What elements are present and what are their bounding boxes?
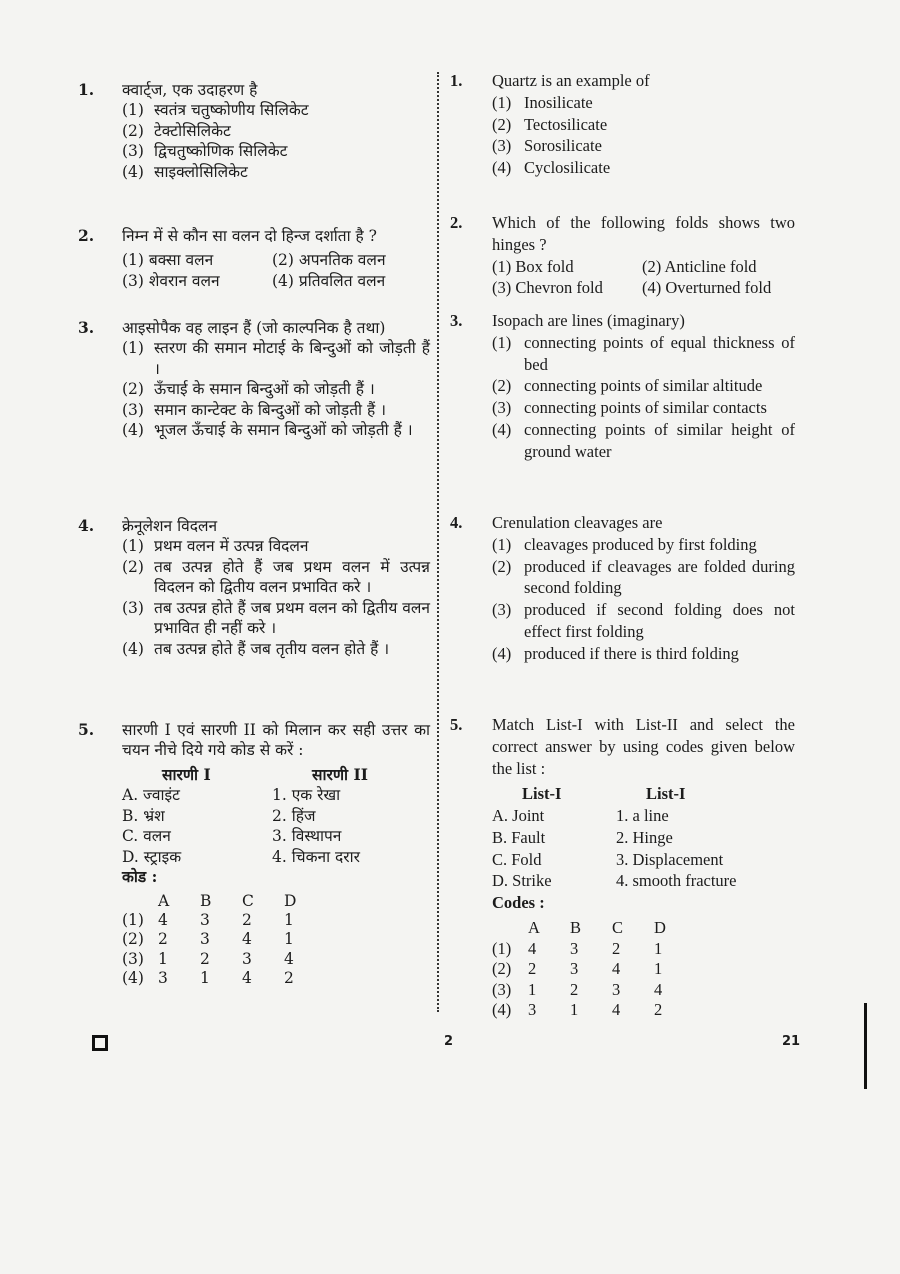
codes-cell: 1 xyxy=(158,949,168,968)
option-number: (2) xyxy=(492,556,512,576)
option-2 xyxy=(492,114,795,136)
option-3: (3) Chevron fold xyxy=(492,278,603,298)
option-number: (1) xyxy=(122,537,144,556)
codes-row xyxy=(492,959,696,980)
option-2 xyxy=(122,557,430,598)
codes-option-label xyxy=(492,918,528,939)
codes-table xyxy=(122,892,430,989)
option-list xyxy=(492,92,795,179)
codes-cell: D xyxy=(654,917,666,937)
option-number: (1) xyxy=(122,101,144,120)
codes-cell: 2 xyxy=(570,979,579,999)
codes-cell: 3 xyxy=(570,959,579,979)
option-3 xyxy=(492,135,795,157)
option-1 xyxy=(122,338,430,379)
option-1 xyxy=(122,536,430,556)
list-1-item: D. स्ट्राइक xyxy=(122,847,182,866)
codes-cell: 3 xyxy=(528,1000,537,1020)
codes-cell: 4 xyxy=(284,949,294,968)
codes-cell: D xyxy=(284,891,297,910)
option-text: connecting points of similar contacts xyxy=(524,398,767,418)
option-text: समान कान्टेक्ट के बिन्दुओं को जोड़ती हैं । xyxy=(154,400,387,419)
option-list xyxy=(122,338,430,440)
codes-cell: 1 xyxy=(284,930,294,949)
question-text: सारणी I एवं सारणी II को मिलान कर सही उत्तर का चयन नीचे दिये गये कोड से करें : xyxy=(122,721,430,760)
option-list xyxy=(122,536,430,659)
codes-cell: C xyxy=(612,917,624,937)
option-text: टेक्टोसिलिकेट xyxy=(154,121,231,140)
codes-table xyxy=(492,918,795,1021)
option-text: स्तरण की समान मोटाई के बिन्दुओं को जोड़ती हैं । xyxy=(154,339,430,378)
option-text: तब उत्पन्न होते हैं जब प्रथम वलन को द्वितीय वलन प्रभावित ही नहीं करे । xyxy=(154,598,430,638)
match-row xyxy=(122,826,430,846)
match-row xyxy=(122,785,430,805)
question-number: 5. xyxy=(78,720,95,739)
match-table xyxy=(122,785,430,867)
list-1-item: D. Strike xyxy=(492,871,552,891)
option-3 xyxy=(122,598,430,639)
option-text: भूजल ऊँचाई के समान बिन्दुओं को जोड़ती हैं । xyxy=(154,421,413,440)
codes-grid xyxy=(492,918,696,1021)
option-text: produced if there is third folding xyxy=(524,643,739,663)
option-4 xyxy=(492,419,795,463)
question-text: क्रेनूलेशन विदलन xyxy=(122,517,218,535)
match-row xyxy=(492,805,795,827)
option-text: तब उत्पन्न होते हैं जब तृतीय वलन होते हैं । xyxy=(154,639,390,658)
list-2-item: 4. smooth fracture xyxy=(616,871,737,891)
option-text: द्विचतुष्कोणिक सिलिकेट xyxy=(154,142,288,161)
question-number: 2. xyxy=(78,226,95,245)
list-2-item: 3. Displacement xyxy=(616,849,724,869)
match-row xyxy=(492,827,795,849)
codes-option-label: (1) xyxy=(492,938,512,958)
codes-cell: B xyxy=(200,891,212,910)
option-number: (2) xyxy=(492,376,512,396)
codes-cell: 1 xyxy=(528,979,537,999)
codes-cell: 4 xyxy=(612,959,621,979)
codes-cell: 2 xyxy=(654,1000,663,1020)
question-text: आइसोपैक वह लाइन हैं (जो काल्पनिक है तथा) xyxy=(122,319,386,337)
codes-cell: 4 xyxy=(242,969,252,988)
codes-option-label: (2) xyxy=(122,930,144,949)
list-1-item: A. Joint xyxy=(492,806,545,826)
option-4: (4) Overturned fold xyxy=(642,278,772,298)
question-text: Match List-I with List-II and select the correct answer by using codes given below the list : xyxy=(492,715,795,778)
match-row xyxy=(122,806,430,826)
question-text: Quartz is an example of xyxy=(492,71,650,90)
list-1-header: सारणी I xyxy=(162,764,211,784)
question-number: 1. xyxy=(450,71,463,90)
option-text: साइक्लोसिलिकेट xyxy=(154,162,248,181)
option-4 xyxy=(122,639,430,659)
question-number: 2. xyxy=(450,213,463,232)
codes-header-row xyxy=(492,918,696,939)
codes-option-label: (4) xyxy=(492,1000,512,1020)
codes-cell: 2 xyxy=(200,949,210,968)
list-2-item: 1. a line xyxy=(616,806,669,826)
option-number: (4) xyxy=(122,421,144,440)
option-1 xyxy=(122,100,430,120)
option-text: connecting points of similar height of ground water xyxy=(524,419,795,461)
question-number: 4. xyxy=(450,513,463,532)
match-row xyxy=(492,870,795,892)
option-2 xyxy=(492,375,795,397)
codes-cell: 1 xyxy=(654,959,663,979)
codes-cell: 1 xyxy=(284,911,294,929)
option-number: (4) xyxy=(492,643,512,663)
option-2 xyxy=(492,556,795,600)
option-number: (1) xyxy=(492,92,512,112)
option-text: connecting points of equal thickness of bed xyxy=(524,332,795,374)
option-3: (3) शेवरान वलन xyxy=(122,271,220,290)
codes-cell: 3 xyxy=(242,949,252,968)
codes-option-label xyxy=(122,892,158,911)
column-divider xyxy=(437,72,439,1012)
list-1-item: A. ज्वाइंट xyxy=(122,786,180,805)
option-text: ऊँचाई के समान बिन्दुओं को जोड़ती हैं । xyxy=(154,380,375,399)
option-text: Sorosilicate xyxy=(524,136,602,156)
codes-cell: 4 xyxy=(528,938,537,958)
option-text: cleavages produced by first folding xyxy=(524,534,757,554)
codes-cell: 4 xyxy=(612,1000,621,1020)
codes-option-label: (4) xyxy=(122,969,144,988)
option-3 xyxy=(492,397,795,419)
question-number: 5. xyxy=(450,715,463,734)
option-number: (3) xyxy=(122,598,144,617)
codes-cell: 4 xyxy=(242,930,252,949)
list-1-item: B. Fault xyxy=(492,827,546,847)
codes-cell: 2 xyxy=(158,930,168,949)
option-number: (4) xyxy=(122,639,144,658)
codes-label: कोड : xyxy=(122,867,158,887)
codes-cell: 3 xyxy=(200,930,210,949)
list-2-item: 4. चिकना दरार xyxy=(272,847,360,866)
list-2-item: 2. Hinge xyxy=(616,827,673,847)
option-3 xyxy=(122,141,430,161)
option-1: (1) Box fold xyxy=(492,256,574,276)
option-number: (4) xyxy=(492,158,512,178)
codes-cell: 1 xyxy=(654,938,663,958)
codes-option-label: (3) xyxy=(492,979,512,999)
list-2-header: List-I xyxy=(646,784,686,804)
codes-grid xyxy=(122,892,326,989)
list-2-item: 1. एक रेखा xyxy=(272,786,341,805)
codes-cell: 2 xyxy=(612,938,621,958)
list-2-item: 3. विस्थापन xyxy=(272,827,342,846)
option-number: (3) xyxy=(492,136,512,156)
question-text: Isopach are lines (imaginary) xyxy=(492,311,685,330)
option-text: produced if cleavages are folded during second folding xyxy=(524,556,795,598)
list-1-item: C. Fold xyxy=(492,849,542,869)
option-1: (1) बक्सा वलन xyxy=(122,251,214,270)
option-number: (1) xyxy=(492,332,512,352)
option-number: (4) xyxy=(492,419,512,439)
match-row xyxy=(122,847,430,867)
margin-bar xyxy=(864,1003,867,1089)
codes-option-label: (3) xyxy=(122,949,144,968)
option-number: (3) xyxy=(492,600,512,620)
option-2 xyxy=(122,379,430,399)
option-2: (2) अपनतिक वलन xyxy=(272,251,386,270)
option-list xyxy=(492,332,795,463)
option-text: प्रथम वलन में उत्पन्न विदलन xyxy=(154,537,309,556)
codes-option-label: (2) xyxy=(492,959,512,979)
codes-cell: 2 xyxy=(242,911,252,929)
page-number-center: 2 xyxy=(444,1034,454,1049)
list-1-item: C. वलन xyxy=(122,827,171,846)
codes-cell: A xyxy=(528,917,540,937)
codes-cell: 3 xyxy=(200,911,210,929)
list-2-item: 2. हिंज xyxy=(272,806,316,825)
option-list xyxy=(122,100,430,182)
codes-cell: 3 xyxy=(570,938,579,958)
option-text: connecting points of similar altitude xyxy=(524,376,763,396)
option-1 xyxy=(492,92,795,114)
codes-cell: B xyxy=(570,917,582,937)
option-text: produced if second folding does not effect first folding xyxy=(524,600,795,641)
match-table xyxy=(492,805,795,892)
option-number: (4) xyxy=(122,162,144,181)
codes-cell: 1 xyxy=(200,969,210,988)
question-number: 3. xyxy=(78,318,95,337)
codes-label: Codes : xyxy=(492,893,545,913)
codes-row xyxy=(492,980,696,1001)
option-number: (3) xyxy=(492,398,512,418)
codes-cell: 2 xyxy=(528,959,537,979)
codes-cell: 3 xyxy=(158,969,168,988)
option-number: (1) xyxy=(122,339,144,358)
option-number: (1) xyxy=(492,534,512,554)
codes-row xyxy=(492,939,696,960)
codes-row xyxy=(122,911,326,930)
match-row xyxy=(492,849,795,871)
codes-row xyxy=(492,1000,696,1021)
option-4: (4) प्रतिवलित वलन xyxy=(272,271,386,290)
option-text: तब उत्पन्न होते हैं जब प्रथम वलन में उत्पन्न विदलन को द्वितीय वलन प्रभावित करे । xyxy=(154,557,430,597)
option-1 xyxy=(492,332,795,376)
option-3 xyxy=(122,400,430,420)
option-text: स्वतंत्र चतुष्कोणीय सिलिकेट xyxy=(154,101,309,120)
option-text: Cyclosilicate xyxy=(524,158,611,178)
option-text: Inosilicate xyxy=(524,92,593,112)
codes-cell: A xyxy=(158,891,170,910)
option-list xyxy=(492,534,795,665)
list-1-header: List-I xyxy=(522,784,562,804)
list-2-header: सारणी II xyxy=(312,764,368,784)
codes-row xyxy=(122,930,326,949)
option-number: (3) xyxy=(122,400,144,419)
option-number: (2) xyxy=(122,380,144,399)
question-text: Crenulation cleavages are xyxy=(492,513,663,532)
question-text: क्वार्ट्ज, एक उदाहरण है xyxy=(122,81,258,99)
codes-cell: 2 xyxy=(284,969,294,988)
option-2 xyxy=(122,121,430,141)
codes-row xyxy=(122,950,326,969)
codes-cell: C xyxy=(242,891,254,910)
option-4 xyxy=(492,157,795,179)
option-4 xyxy=(122,420,430,440)
option-1 xyxy=(492,534,795,556)
square-marker-icon xyxy=(92,1035,108,1051)
option-text: Tectosilicate xyxy=(524,114,608,134)
question-number: 3. xyxy=(450,311,463,330)
question-number: 4. xyxy=(78,516,95,535)
codes-cell: 3 xyxy=(612,979,621,999)
option-3 xyxy=(492,599,795,643)
codes-cell: 4 xyxy=(158,911,168,929)
option-number: (2) xyxy=(122,557,144,576)
codes-cell: 4 xyxy=(654,979,663,999)
option-number: (2) xyxy=(122,121,144,140)
codes-option-label: (1) xyxy=(122,911,144,929)
question-text: निम्न में से कौन सा वलन दो हिन्ज दर्शाता है ? xyxy=(122,227,377,245)
list-1-item: B. भ्रंश xyxy=(122,806,165,825)
option-number: (2) xyxy=(492,114,512,134)
option-2: (2) Anticline fold xyxy=(642,256,757,276)
option-4 xyxy=(492,643,795,665)
codes-row xyxy=(122,969,326,988)
option-number: (3) xyxy=(122,142,144,161)
codes-header-row xyxy=(122,892,326,911)
question-number: 1. xyxy=(78,80,95,99)
option-4 xyxy=(122,162,430,182)
question-text: Which of the following folds shows two hinges ? xyxy=(492,213,795,254)
page-number-right: 21 xyxy=(782,1034,801,1049)
codes-cell: 1 xyxy=(570,1000,579,1020)
